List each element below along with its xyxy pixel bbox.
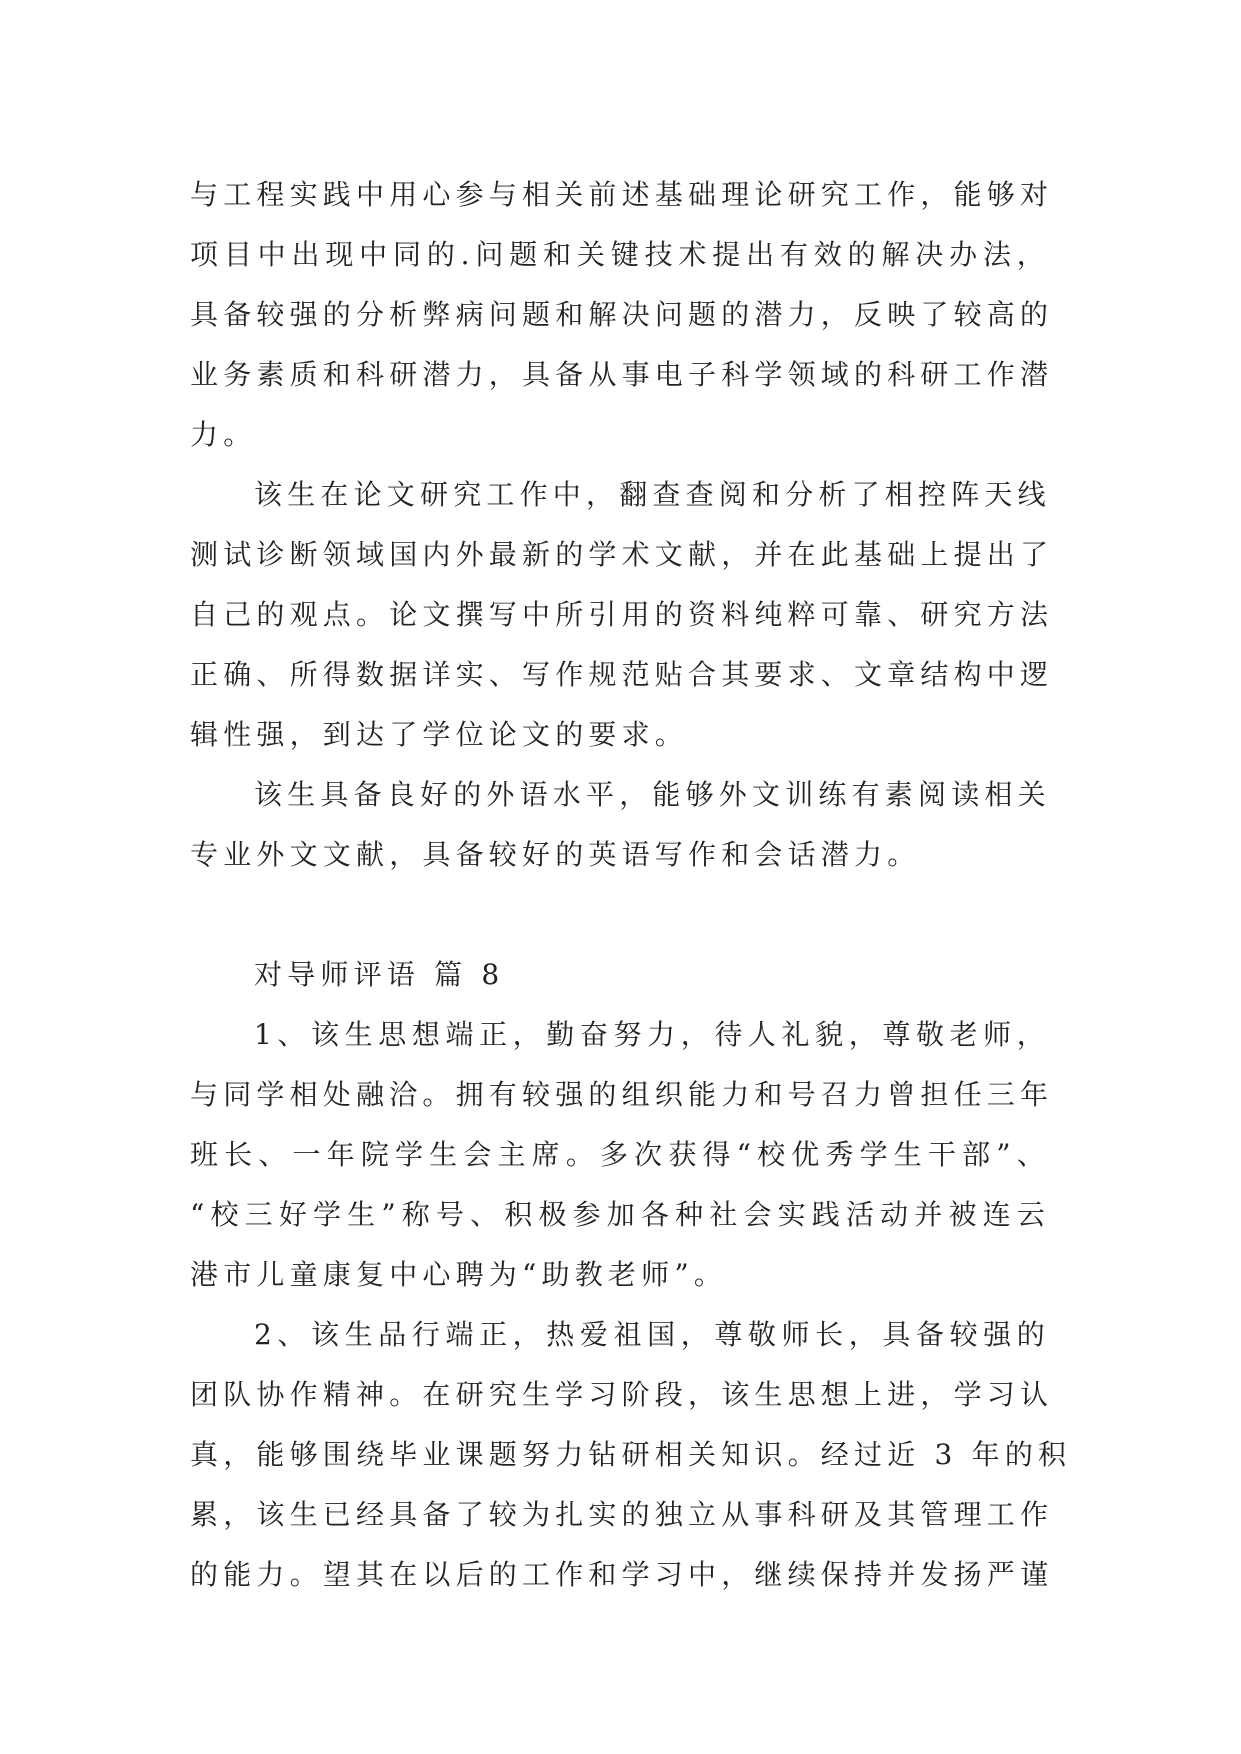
text-line: 累，该生已经具备了较为扎实的独立从事科研及其管理工作 [190,1498,1054,1531]
blank-line [190,885,1050,945]
text-line: 正确、所得数据详实、写作规范贴合其要求、文章结构中逻 [190,658,1054,691]
paragraph [190,1305,1072,1605]
text-line: 港市儿童康复中心聘为“助教老师”。 [190,1258,728,1291]
text-line: 力。 [190,418,257,451]
text-line: 2、该生品行端正，热爱祖国，尊敬师长，具备较强的 [254,1318,1050,1351]
text-line: 自己的观点。论文撰写中所引用的资料纯粹可靠、研究方法 [190,598,1054,631]
text-line: 1、该生思想端正，勤奋努力，待人礼貌，尊敬老师， [254,1018,1050,1051]
text-line: 辑性强，到达了学位论文的要求。 [190,718,689,751]
text-line: 该生在论文研究工作中，翻查查阅和分析了相控阵天线 [254,478,1051,511]
text-line: “校三好学生”称号、积极参加各种社会实践活动并被连云 [190,1198,1050,1231]
text-line: 团队协作精神。在研究生学习阶段，该生思想上进，学习认 [190,1378,1054,1411]
text-line: 班长、一年院学生会主席。多次获得“校优秀学生干部”、 [190,1138,1050,1171]
text-line: 与同学相处融洽。拥有较强的组织能力和号召力曾担任三年 [190,1078,1054,1111]
document-page [190,165,1072,1605]
text-line: 项目中出现中同的.问题和关键技术提出有效的解决办法， [190,238,1050,271]
text-line: 具备较强的分析弊病问题和解决问题的潜力，反映了较高的 [190,298,1054,331]
paragraph [190,1005,1054,1305]
text-line: 的能力。望其在以后的工作和学习中，继续保持并发扬严谨 [190,1558,1054,1591]
section-heading: 对导师评语 篇 8 [254,958,505,991]
text-line: 测试诊断领域国内外最新的学术文献，并在此基础上提出了 [190,538,1054,571]
paragraph [190,465,1054,765]
text-line: 真，能够围绕毕业课题努力钻研相关知识。经过近 3 年的积 [190,1438,1072,1471]
paragraph [190,165,1054,465]
text-line: 该生具备良好的外语水平，能够外文训练有素阅读相关 [254,778,1051,811]
text-line: 专业外文文献，具备较好的英语写作和会话潜力。 [190,838,921,871]
paragraph [190,765,1050,885]
text-line: 业务素质和科研潜力，具备从事电子科学领域的科研工作潜 [190,358,1054,391]
text-line: 与工程实践中用心参与相关前述基础理论研究工作，能够对 [190,178,1054,211]
